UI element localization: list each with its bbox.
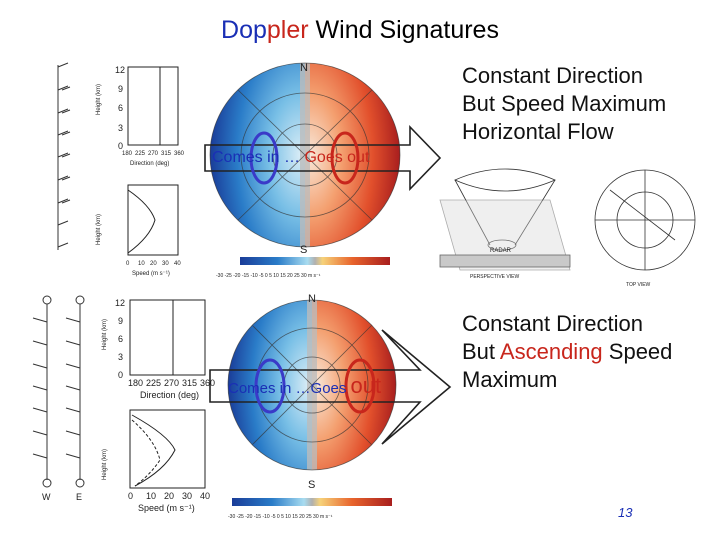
caption-top: Constant Direction But Speed Maximum Horizontal Flow <box>462 63 667 144</box>
svg-text:3: 3 <box>118 123 124 133</box>
height-ticks-top <box>115 65 125 151</box>
svg-text:40: 40 <box>174 261 181 267</box>
page-number: 13 <box>618 505 633 520</box>
svg-text:360: 360 <box>200 378 216 388</box>
arrow-label-bottom: Comes in …Goes out <box>228 373 382 398</box>
svg-text:315: 315 <box>161 151 172 157</box>
svg-text:3: 3 <box>118 352 124 362</box>
svg-text:270: 270 <box>148 151 159 157</box>
svg-text:12: 12 <box>115 298 126 308</box>
speed-ticks-top <box>126 261 181 267</box>
direction-ticks-bottom <box>128 378 215 388</box>
height-label-top-2: Height (km) <box>96 213 102 245</box>
svg-text:225: 225 <box>135 151 146 157</box>
top-view-label: TOP VIEW <box>626 282 651 288</box>
height-ticks-bottom <box>115 298 125 380</box>
svg-text:9: 9 <box>118 84 124 94</box>
south-label-top: S <box>300 244 308 256</box>
height-label-top: Height (km) <box>96 83 102 115</box>
south-label-bottom: S <box>308 479 316 491</box>
height-label-bottom: Height (km) <box>102 318 108 350</box>
colorbar-label-bottom: -30 -25 -20 -15 -10 -5 0 5 10 15 20 25 30 m s⁻¹ <box>228 514 333 520</box>
svg-text:6: 6 <box>118 334 124 344</box>
title-part-blue: Dop <box>221 16 267 44</box>
north-label-bottom: N <box>308 293 316 305</box>
north-label-top: N <box>300 62 308 74</box>
svg-text:30: 30 <box>162 261 169 267</box>
svg-text:0: 0 <box>126 261 130 267</box>
speed-ticks-bottom <box>128 491 210 501</box>
wind-barbs-top <box>58 63 70 250</box>
title-part-red: pler <box>266 16 309 44</box>
perspective-diagram <box>430 160 720 290</box>
svg-text:315: 315 <box>182 378 198 388</box>
svg-text:0: 0 <box>118 370 124 380</box>
svg-text:40: 40 <box>200 491 211 501</box>
caption-bottom: Constant Direction But Ascending Speed Maximum <box>462 311 673 392</box>
top-doppler-figure <box>0 55 460 290</box>
bottom-doppler-figure <box>0 290 460 525</box>
svg-text:180: 180 <box>128 378 144 388</box>
svg-text:10: 10 <box>146 491 157 501</box>
svg-text:30: 30 <box>182 491 193 501</box>
direction-ticks-top <box>122 151 185 157</box>
svg-text:9: 9 <box>118 316 124 326</box>
direction-label-bottom: Direction (deg) <box>140 390 200 400</box>
svg-text:20: 20 <box>150 261 157 267</box>
axis-w-label: W <box>42 492 51 502</box>
speed-label-bottom: Speed (m s⁻¹) <box>138 503 195 513</box>
svg-text:225: 225 <box>146 378 162 388</box>
colorbar-top <box>240 257 390 265</box>
speed-label-top: Speed (m s⁻¹) <box>132 271 170 277</box>
svg-text:20: 20 <box>164 491 175 501</box>
wind-barbs-bottom <box>33 296 84 487</box>
svg-text:0: 0 <box>128 491 134 501</box>
colorbar-label-top: -30 -25 -20 -15 -10 -5 0 5 10 15 20 25 30 m s⁻¹ <box>216 273 321 279</box>
svg-text:12: 12 <box>115 65 126 75</box>
height-label-bottom-2: Height (km) <box>102 448 108 480</box>
arrow-label-top: Comes in … Goes out <box>212 149 370 166</box>
axis-e-label: E <box>76 492 83 502</box>
svg-text:6: 6 <box>118 103 124 113</box>
radar-label: RADAR <box>490 248 512 254</box>
svg-text:180: 180 <box>122 151 133 157</box>
svg-text:0: 0 <box>118 141 124 151</box>
direction-label-top: Direction (deg) <box>130 161 170 167</box>
svg-text:270: 270 <box>164 378 180 388</box>
perspective-label: PERSPECTIVE VIEW <box>470 274 520 280</box>
title-part-black: Wind Signatures <box>308 16 499 44</box>
svg-text:360: 360 <box>174 151 185 157</box>
svg-text:10: 10 <box>138 261 145 267</box>
colorbar-bottom <box>232 498 392 506</box>
slide-title <box>0 16 720 45</box>
